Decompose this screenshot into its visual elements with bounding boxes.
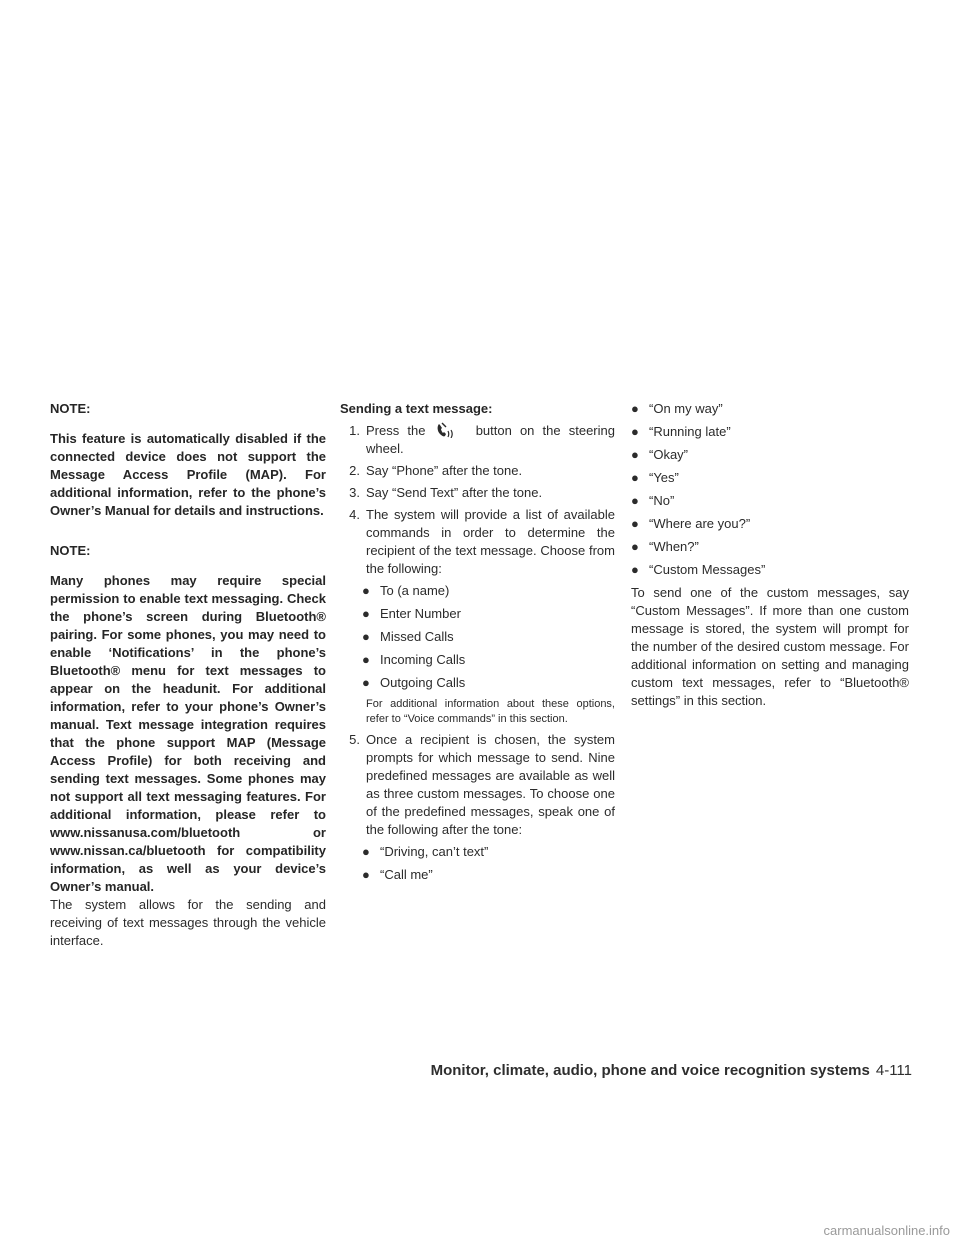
list-item-text: “Custom Messages” [649, 562, 766, 577]
step-number: 1. [349, 423, 360, 438]
step-item [340, 731, 615, 884]
bullet-icon: ● [631, 447, 639, 462]
list-item-text: “Okay” [649, 447, 688, 462]
messages-list-continued [631, 400, 909, 579]
list-item-text: Missed Calls [380, 629, 454, 644]
watermark-link[interactable]: carmanualsonline.info [823, 1223, 950, 1238]
bullet-icon: ● [631, 470, 639, 485]
step-item [340, 506, 615, 727]
list-item-text: Incoming Calls [380, 652, 466, 667]
step-text-post: button on the steering wheel. [366, 423, 615, 456]
column-right [631, 400, 909, 710]
note-text: Many phones may require special permission to enable text messaging. Check the phone’s screen during Bluetooth® pairing. For some phones, you may need to enable ‘Notifications’ in the phone’s Bluetooth® menu for text messages to appear on the headunit. For additional information, refer to your phone’s Owner’s manual. Text message integration requires that the phone support MAP (Message Access Profile) for both receiving and sending text messages. Some phones may not support all text messaging features. For additional information, please refer to www.nissanusa.com/bluetooth or www.nissan.ca/bluetooth for compatibility information, as well as your device’s Owner’s manual. [50, 573, 326, 894]
steps-list [340, 422, 615, 884]
step-text: Say “Phone” after the tone. [366, 463, 523, 478]
list-item-text: “When?” [649, 539, 699, 554]
messages-list [362, 843, 615, 884]
phone-voice-icon [434, 422, 468, 438]
step-number: 4. [349, 507, 360, 522]
page-footer [431, 1062, 912, 1079]
list-item [362, 674, 615, 692]
list-item [362, 651, 615, 669]
list-item [631, 515, 909, 533]
body-paragraph: The system allows for the sending and receiving of text messages through the vehicle interface. [50, 897, 326, 948]
bullet-icon: ● [362, 629, 370, 644]
step-item [340, 422, 615, 458]
list-item [631, 423, 909, 441]
bullet-icon: ● [362, 844, 370, 859]
list-item-text: “Yes” [649, 470, 679, 485]
list-item-text: “Where are you?” [649, 516, 751, 531]
column-left [50, 400, 326, 950]
list-item-text: “Running late” [649, 424, 731, 439]
list-item-text: “No” [649, 493, 675, 508]
step-text: Say “Send Text” after the tone. [366, 485, 543, 500]
list-item [631, 561, 909, 579]
bullet-icon: ● [631, 424, 639, 439]
list-item [631, 400, 909, 418]
column-middle [340, 400, 615, 889]
list-item [362, 628, 615, 646]
bullet-icon: ● [362, 652, 370, 667]
page-number: 4-111 [875, 1062, 912, 1079]
step-text: Once a recipient is chosen, the system prompts for which message to send. Nine predefined messages are available as well as three custom messages. To choose one of the predefined messages, speak one of the following after the tone: [366, 732, 615, 837]
list-item [362, 605, 615, 623]
list-item [631, 446, 909, 464]
bullet-icon: ● [631, 516, 639, 531]
footer-section-title: Monitor, climate, audio, phone and voice recognition systems [430, 1062, 870, 1079]
bullet-icon: ● [362, 675, 370, 690]
body-paragraph: To send one of the custom messages, say “Custom Messages”. If more than one custom message is stored, the system will prompt for the number of the desired custom message. For additional information on setting and managing custom text messages, refer to “Bluetooth® settings” in this section. [631, 585, 909, 708]
bullet-icon: ● [362, 606, 370, 621]
bullet-icon: ● [362, 583, 370, 598]
note-text: This feature is automatically disabled if the connected device does not support the Message Access Profile (MAP). For additional information, refer to the phone’s Owner’s Manual for details and instructions. [50, 431, 326, 518]
note-label: NOTE: [50, 401, 91, 416]
list-item-text: “Driving, can’t text” [380, 844, 489, 859]
step-text-pre: Press the [366, 423, 426, 438]
step-number: 5. [349, 732, 360, 747]
step-item [340, 484, 615, 502]
options-note: For additional information about these options, refer to “Voice commands” in this section. [366, 698, 615, 725]
bullet-icon: ● [631, 401, 639, 416]
list-item [631, 538, 909, 556]
list-item [362, 843, 615, 861]
list-item [631, 492, 909, 510]
list-item-text: “Call me” [380, 867, 433, 882]
step-item [340, 462, 615, 480]
options-list [362, 582, 615, 692]
bullet-icon: ● [362, 867, 370, 882]
bullet-icon: ● [631, 493, 639, 508]
step-number: 3. [349, 485, 360, 500]
list-item [362, 582, 615, 600]
list-item-text: “On my way” [649, 401, 723, 416]
bullet-icon: ● [631, 539, 639, 554]
list-item-text: To (a name) [380, 583, 450, 598]
list-item [362, 866, 615, 884]
section-heading: Sending a text message: [340, 401, 493, 416]
step-number: 2. [349, 463, 360, 478]
note-label: NOTE: [50, 543, 91, 558]
step-text [362, 422, 615, 458]
list-item-text: Enter Number [380, 606, 461, 621]
list-item-text: Outgoing Calls [380, 675, 466, 690]
step-text: The system will provide a list of available commands in order to determine the recipient of the text message. Choose from the following: [366, 507, 615, 576]
list-item [631, 469, 909, 487]
bullet-icon: ● [631, 562, 639, 577]
